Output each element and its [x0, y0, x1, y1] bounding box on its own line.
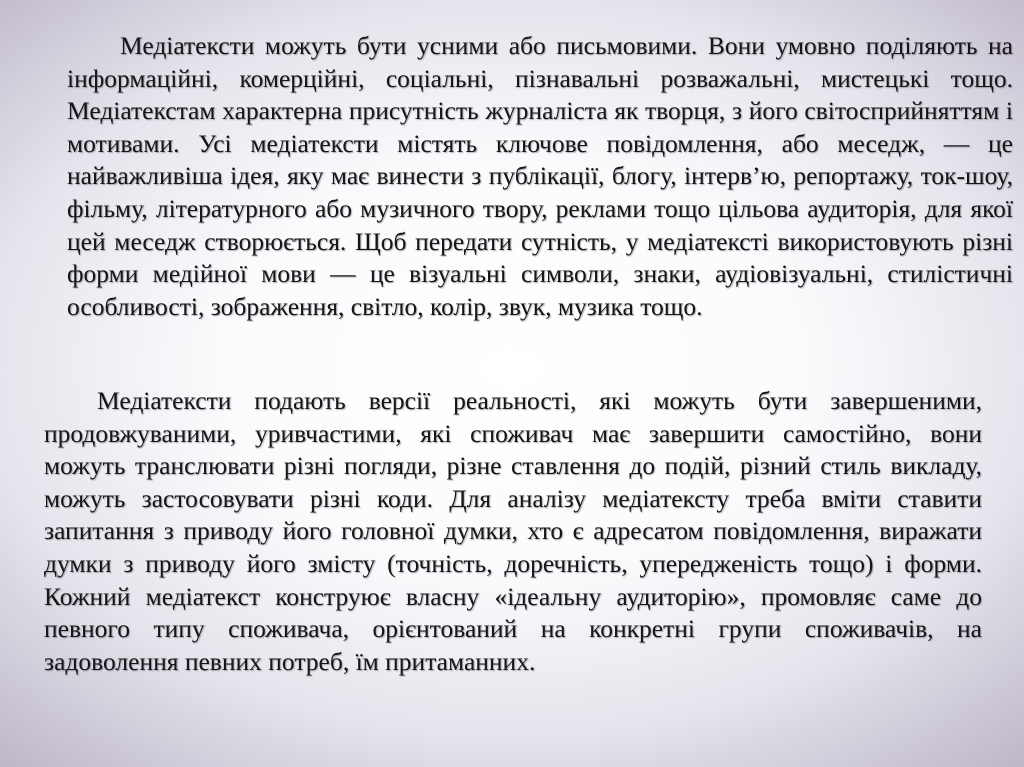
paragraph-media-texts-reality: Медіатексти подають версії реальності, які можуть бути завершеними, продовжуваними, уривчастими, які споживач має завершити самостійно, вони можуть транслювати різні погляди, різне ставлення до подій, різний стиль викладу, можуть застосовувати різні коди. Для аналізу медіатексту треба вміти ставити запитання з приводу його головної думки, хто є адресатом повідомлення, виражати думки з приводу його змісту (точність, доречність, упередженість тощо) і форми. Кожний медіатекст конструює власну «ідеальну аудиторію», промовляє саме до певного типу споживача, орієнтований на конкретні групи споживачів, на задоволення певних потреб, їм притаманних. — [44, 386, 982, 676]
paragraph-media-texts-types: Медіатексти можуть бути усними або письмовими. Вони умовно поділяють на інформаційні, комерційні, соціальні, пізнавальні розважальні, мистецькі тощо. Медіатекстам характерна присутність журналіста як творця, з його світосприйняттям і мотивами. Усі медіатексти містять ключове повідомлення, або меседж, — це найважливіша ідея, яку має винести з публікації, блогу, інтерв’ю, репортажу, ток-шоу, фільму, літературного або музичного твору, реклами тощо цільова аудиторія, для якої цей меседж створюється. Щоб передати сутність, у медіатексті використовують різні форми медійної мови — це візуальні символи, знаки, аудіовізуальні, стилістичні особливості, зображення, світло, колір, звук, музика тощо. — [67, 31, 1013, 321]
